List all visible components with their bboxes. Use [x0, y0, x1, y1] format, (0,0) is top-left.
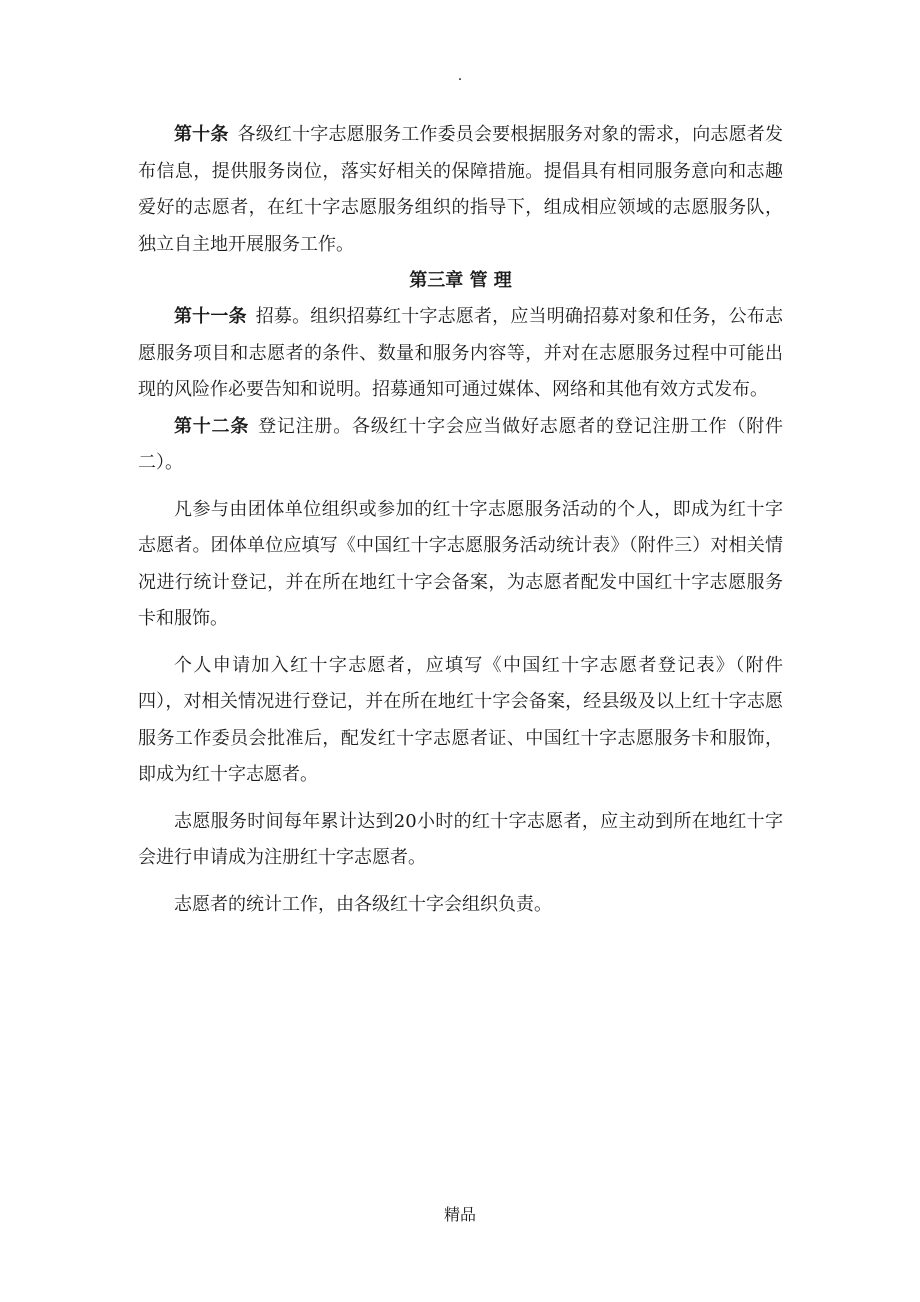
footer-label: 精品	[443, 1205, 476, 1224]
paragraph-group-registration: 凡参与由团体单位组织或参加的红十字志愿服务活动的个人，即成为红十字志愿者。团体单位应填写《中国红十字志愿服务活动统计表》（附件三）对相关情况进行统计登记，并在所在地红十字会备案，为志愿者配发中国红十字志愿服务卡和服饰。	[138, 498, 783, 629]
article-12-text: 登记注册。各级红十字会应当做好志愿者的登记注册工作（附件二）。	[138, 415, 784, 473]
article-12-label: 第十二条	[174, 415, 250, 437]
article-10-text: 各级红十字志愿服务工作委员会要根据服务对象的需求，向志愿者发布信息，提供服务岗位，落实好相关的保障措施。提倡具有相同服务意向和志趣爱好的志愿者，在红十字志愿服务组织的指导下，组成相应领域的志愿服务队，独立自主地开展服务工作。	[138, 124, 783, 255]
chapter-title: 第三章 管 理	[409, 270, 512, 291]
article-11-text: 招募。组织招募红十字志愿者，应当明确招募对象和任务，公布志愿服务项目和志愿者的条件、数量和服务内容等，并对在志愿服务过程中可能出现的风险作必要告知和说明。招募通知可通过媒体、网络和其他有效方式发布。	[138, 306, 783, 400]
article-12	[138, 409, 783, 482]
paragraph-service-hours: 志愿服务时间每年累计达到20小时的红十字志愿者，应主动到所在地红十字会进行申请成为注册红十字志愿者。	[138, 810, 783, 868]
paragraph-statistics: 志愿者的统计工作，由各级红十字会组织负责。	[174, 893, 552, 915]
paragraph-individual-registration: 个人申请加入红十字志愿者，应填写《中国红十字志愿者登记表》（附件四），对相关情况进行登记，并在所在地红十字会备案，经县级及以上红十字志愿服务工作委员会批准后，配发红十字志愿者证、中国红十字志愿服务卡和服饰，即成为红十字志愿者。	[138, 654, 783, 785]
article-11-label: 第十一条	[174, 306, 247, 327]
document-body	[138, 117, 783, 923]
article-10-label: 第十条	[174, 124, 229, 145]
article-11	[138, 299, 783, 409]
article-10	[138, 117, 783, 263]
header-mark: .	[457, 68, 463, 84]
